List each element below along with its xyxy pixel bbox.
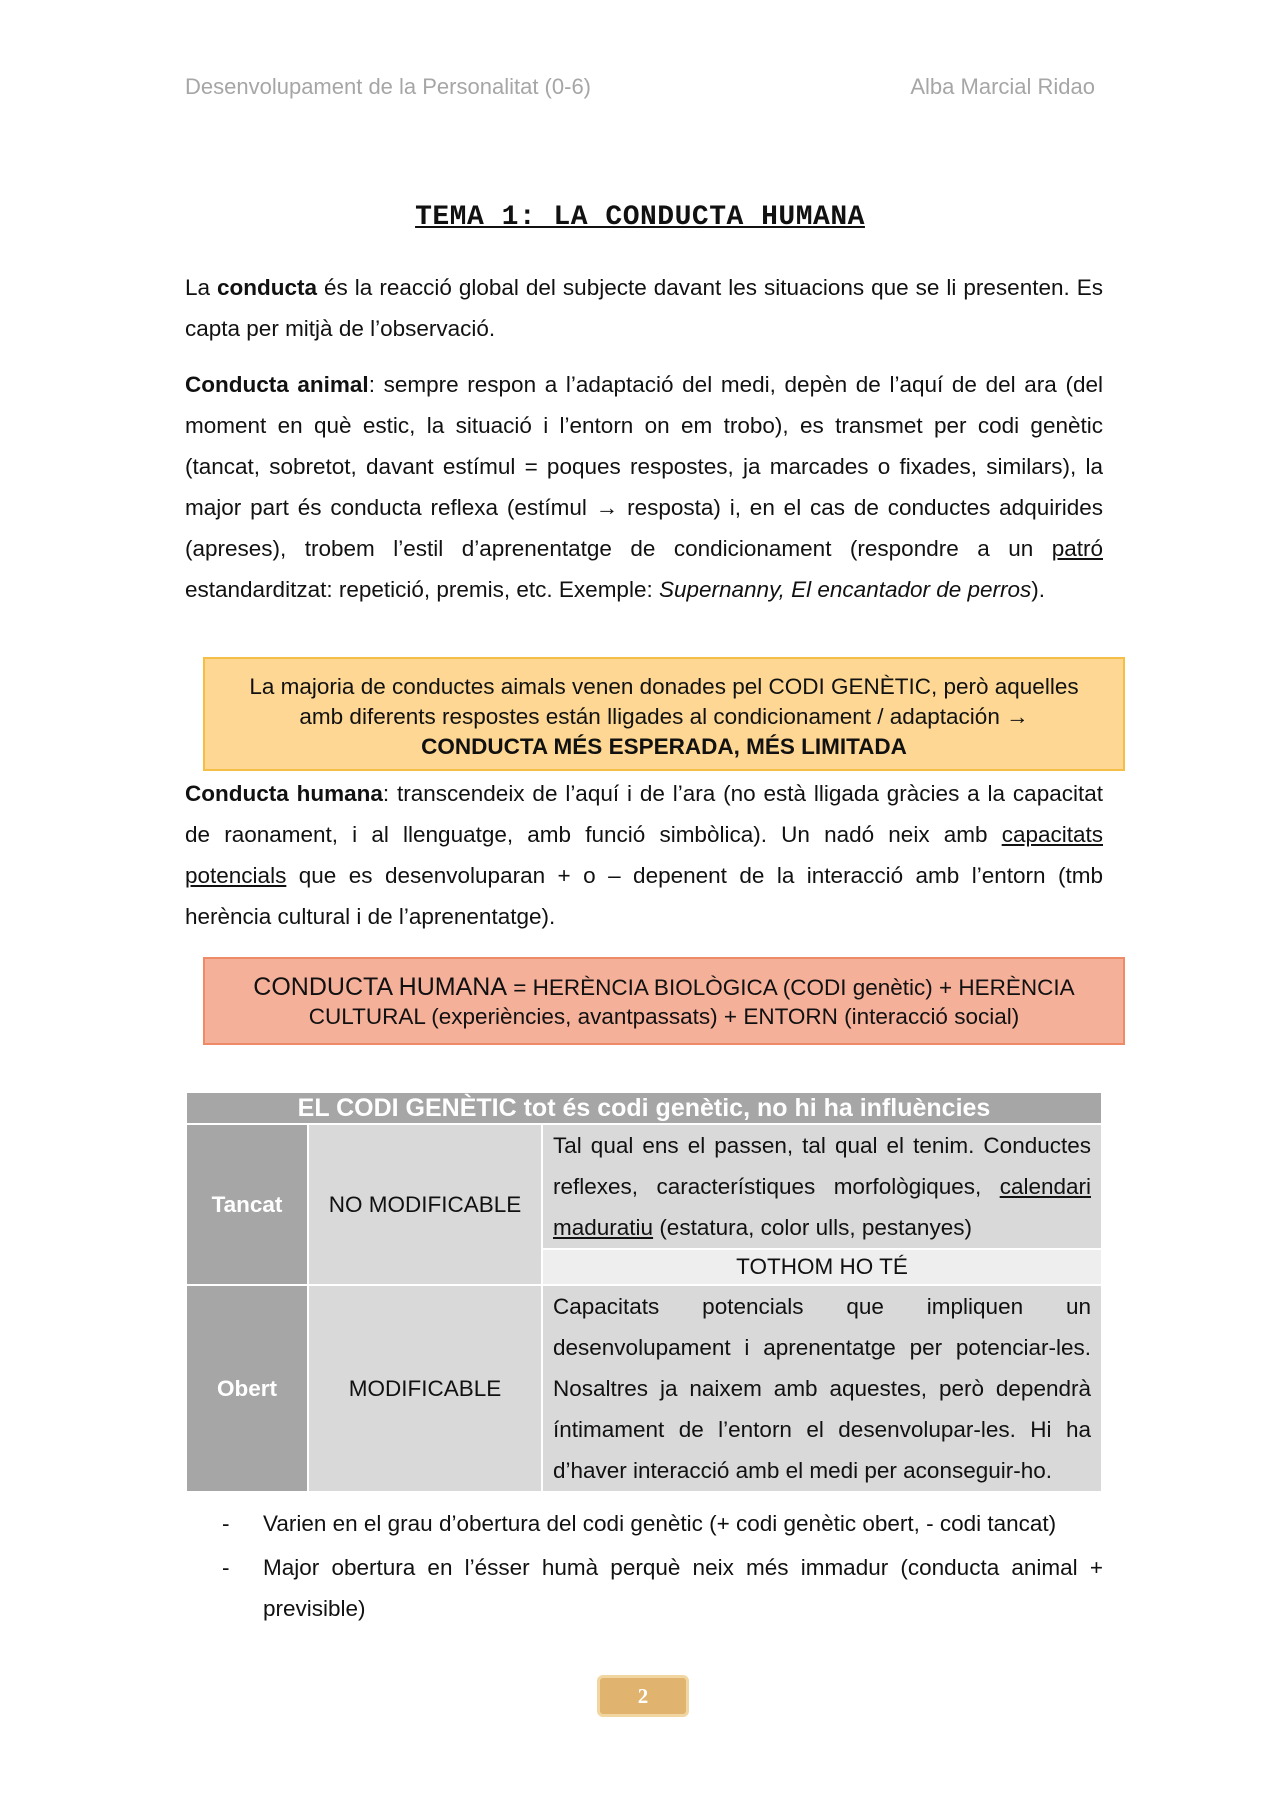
box1-line3: CONDUCTA MÉS ESPERADA, MÉS LIMITADA	[421, 734, 907, 759]
list-item-text: Varien en el grau d’obertura del codi genètic (+ codi genètic obert, - codi tancat)	[263, 1511, 1057, 1536]
intro-text-start: La	[185, 275, 218, 300]
row-modifiable-tancat: NO MODIFICABLE	[308, 1124, 542, 1285]
underlined-capacitats: capacitats potencials	[185, 822, 1103, 888]
animal-text-d: ).	[1031, 577, 1046, 602]
box2-term: CONDUCTA HUMANA	[253, 973, 508, 1001]
intro-text-end: és la reacció global del subjecte davant les situacions que se li presenten. Es capta per mitjà de l’observació.	[185, 275, 1103, 341]
dash-icon: -	[222, 1511, 230, 1536]
row-desc-tancat	[542, 1124, 1102, 1249]
underlined-patro: patró	[1051, 536, 1103, 561]
header-course-title: Desenvolupament de la Personalitat (0-6)	[185, 74, 592, 99]
animal-summary-box	[203, 657, 1125, 771]
table-row	[186, 1285, 1102, 1492]
animal-text-a: : sempre respon a l’adaptació del medi, depèn de l’aquí de del ara (del moment en què estic, la situació i l’entorn on em trobo), es transmet per codi genètic (tancat, sobretot, davant estímul = poques respostes, ja marcades o fixades, similars), la major part és conducta reflexa (estímul	[185, 372, 1103, 520]
row-label-obert: Obert	[186, 1285, 308, 1492]
term-conducta: conducta	[217, 275, 318, 300]
box2-line2: CULTURAL (experiències, avantpassats) + ENTORN (interacció social)	[308, 1004, 1020, 1029]
human-paragraph	[185, 773, 1103, 937]
animal-text-b: resposta) i, en el cas de conductes adquirides (apreses), trobem l’estil d’aprenentatge de condicionament (respondre a un	[185, 495, 1103, 561]
row-note-tancat: TOTHOM HO TÉ	[542, 1249, 1102, 1285]
term-conducta-animal: Conducta animal	[185, 372, 369, 397]
underlined-calendari: calendari maduratiu	[553, 1174, 1091, 1240]
animal-paragraph	[185, 364, 1103, 610]
arrow-icon: →	[595, 495, 619, 520]
table-row	[186, 1124, 1102, 1249]
desc-tancat-b: (estatura, color ulls, pestanyes)	[653, 1215, 972, 1240]
list-item	[185, 1503, 1103, 1544]
desc-tancat-a: Tal qual ens el passen, tal qual el tenim. Conductes reflexes, característiques morfològiques,	[553, 1133, 1091, 1199]
header-author: Alba Marcial Ridao	[910, 74, 1095, 99]
table-heading: EL CODI GENÈTIC tot és codi genètic, no hi ha influències	[186, 1092, 1102, 1124]
human-text-b: que es desenvoluparan + o – depenent de la interacció amb l’entorn (tmb herència cultural i de l’aprenentatge).	[185, 863, 1103, 929]
table-header-row	[186, 1092, 1102, 1124]
list-item	[185, 1547, 1103, 1629]
row-modifiable-obert: MODIFICABLE	[308, 1285, 542, 1492]
example-italic: Supernanny, El encantador de perros	[658, 577, 1032, 602]
animal-text-c: estandarditzat: repetició, premis, etc. Exemple:	[185, 577, 659, 602]
dash-icon: -	[222, 1555, 230, 1580]
list-item-text: Major obertura en l’ésser humà perquè neix més immadur (conducta animal + previsible)	[263, 1555, 1103, 1621]
page-title: TEMA 1: LA CONDUCTA HUMANA	[415, 202, 865, 233]
row-desc-obert: Capacitats potencials que impliquen un desenvolupament i aprenentatge per potenciar-les. Nosaltres ja naixem amb aquestes, però dependrà íntimament de l’entorn el desenvolupar-les. Hi ha d’haver interacció amb el medi per aconseguir-ho.	[542, 1285, 1102, 1492]
box1-line1: La majoria de conductes aimals venen donades pel CODI GENÈTIC, però aquelles	[249, 674, 1079, 699]
term-conducta-humana: Conducta humana	[185, 781, 383, 806]
intro-paragraph	[185, 267, 1103, 349]
box2-line1	[205, 973, 1123, 1002]
box2-line1-rest: = HERÈNCIA BIOLÒGICA (CODI genètic) + HERÈNCIA	[507, 975, 1075, 1000]
bullet-list	[185, 1503, 1103, 1632]
human-formula-box	[203, 957, 1125, 1045]
genetic-code-table	[185, 1091, 1103, 1493]
human-text-a: : transcendeix de l’aquí i de l’ara (no està lligada gràcies a la capacitat de raonament, i al llenguatge, amb funció simbòlica). Un nadó neix amb	[185, 781, 1103, 847]
page-number-badge: 2	[597, 1675, 689, 1717]
row-label-tancat: Tancat	[186, 1124, 308, 1285]
box1-line2: amb diferents respostes están lligades al condicionament / adaptación →	[299, 704, 1029, 729]
